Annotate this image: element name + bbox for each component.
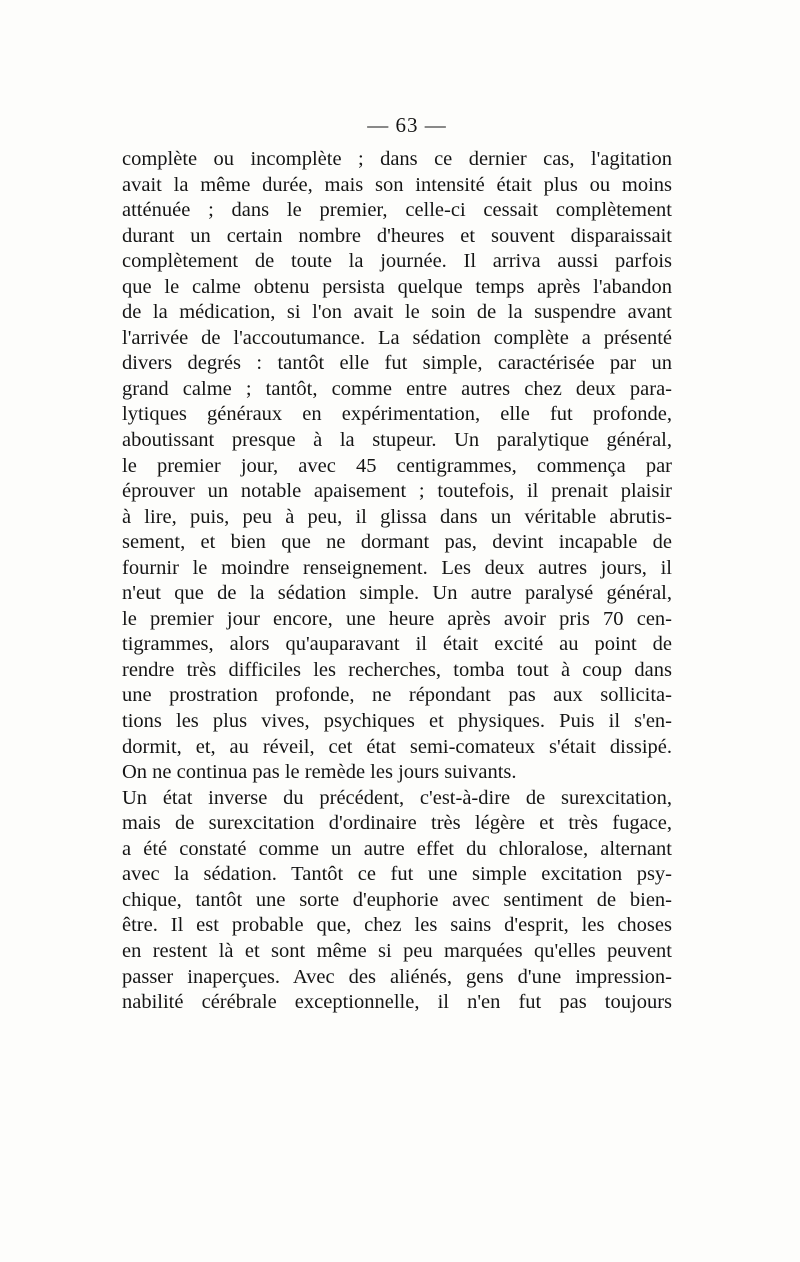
text-line: sement, et bien que ne dormant pas, devint incapable de	[122, 531, 672, 554]
text-line: passer inaperçues. Avec des aliénés, gens d'une impression-	[122, 965, 672, 988]
text-line: le premier jour, avec 45 centigrammes, commença par	[122, 454, 672, 477]
text-line: l'arrivée de l'accoutumance. La sédation complète a présenté	[122, 326, 672, 349]
text-line: que le calme obtenu persista quelque temps après l'abandon	[122, 275, 672, 298]
text-line: complètement de toute la journée. Il arriva aussi parfois	[122, 250, 672, 273]
text-line: à lire, puis, peu à peu, il glissa dans un véritable abrutis-	[122, 505, 672, 528]
text-line: lytiques généraux en expérimentation, elle fut profonde,	[122, 403, 672, 426]
text-line: atténuée ; dans le premier, celle-ci cessait complètement	[122, 199, 672, 222]
text-line: éprouver un notable apaisement ; toutefois, il prenait plaisir	[122, 480, 672, 503]
text-line: rendre très difficiles les recherches, tomba tout à coup dans	[122, 658, 672, 681]
text-line: fournir le moindre renseignement. Les deux autres jours, il	[122, 556, 672, 579]
text-line: en restent là et sont même si peu marquées qu'elles peuvent	[122, 939, 672, 962]
text-line: tigrammes, alors qu'auparavant il était excité au point de	[122, 633, 672, 656]
text-line: tions les plus vives, psychiques et physiques. Puis il s'en-	[122, 710, 672, 733]
text-line: une prostration profonde, ne répondant pas aux sollicita-	[122, 684, 672, 707]
text-line: n'eut que de la sédation simple. Un autre paralysé général,	[122, 582, 672, 605]
text-line-paragraph-start: Un état inverse du précédent, c'est-à-dire de surexcitation,	[122, 786, 672, 809]
text-line-paragraph-end: On ne continua pas le remède les jours suivants.	[122, 761, 517, 784]
text-line: durant un certain nombre d'heures et souvent disparaissait	[122, 224, 672, 247]
text-line: grand calme ; tantôt, comme entre autres chez deux para-	[122, 377, 672, 400]
text-line: mais de surexcitation d'ordinaire très légère et très fugace,	[122, 812, 672, 835]
text-line: complète ou incomplète ; dans ce dernier cas, l'agitation	[122, 148, 672, 170]
text-line: aboutissant presque à la stupeur. Un paralytique général,	[122, 429, 672, 452]
text-line: dormit, et, au réveil, cet état semi-comateux s'était dissipé.	[122, 735, 672, 758]
text-line: avait la même durée, mais son intensité était plus ou moins	[122, 173, 672, 196]
text-line: a été constaté comme un autre effet du chloralose, alternant	[122, 837, 672, 860]
text-line: être. Il est probable que, chez les sains d'esprit, les choses	[122, 914, 672, 937]
text-line: nabilité cérébrale exceptionnelle, il n'en fut pas toujours	[122, 991, 672, 1014]
text-line: avec la sédation. Tantôt ce fut une simple excitation psy-	[122, 863, 672, 886]
text-line: le premier jour encore, une heure après avoir pris 70 cen-	[122, 607, 672, 630]
text-line: chique, tantôt une sorte d'euphorie avec sentiment de bien-	[122, 888, 672, 911]
text-line: de la médication, si l'on avait le soin de la suspendre avant	[122, 301, 672, 324]
page-number: — 63 —	[367, 113, 447, 137]
body-text	[122, 147, 672, 1016]
text-line: divers degrés : tantôt elle fut simple, caractérisée par un	[122, 352, 672, 375]
